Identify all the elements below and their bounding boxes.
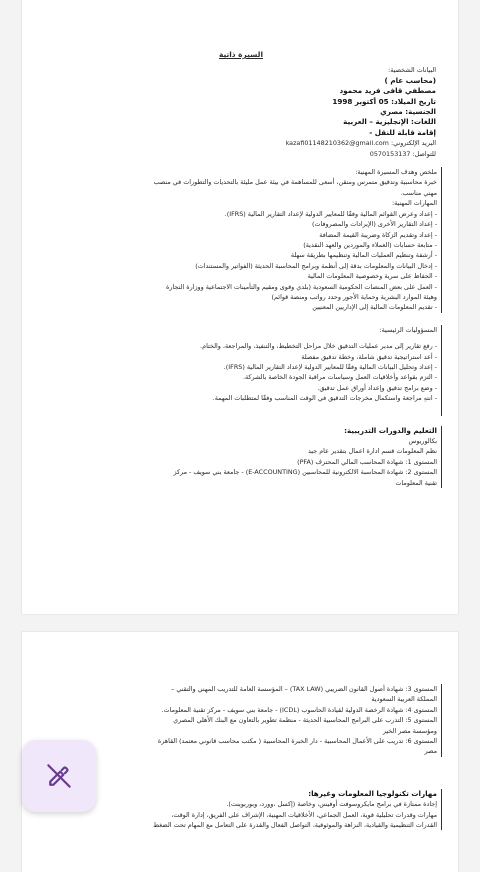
- list-item: - إعداد وعرض القوائم المالية وفقًا للمعايير الدولية لإعداد التقارير المالية (IFRS).: [224, 209, 437, 218]
- responsibilities-heading: المسؤوليات الرئيسية:: [379, 325, 437, 334]
- it-skills-section: [46, 789, 442, 831]
- list-item: - متابعة حسابات (العملاء والموردين والعهد النقدية): [303, 240, 437, 249]
- list-item: - انتهِ مراجعة واستكمال مخرجات التدقيق في الوقت المناسب وفقًا لمتطلبات المهمة.: [212, 394, 437, 403]
- document-page-1: [22, 0, 458, 614]
- list-item: - وضع برامج تدقيق وإعداد أوراق عمل تدقيق.: [317, 383, 437, 392]
- personal-heading: البيانات الشخصية:: [388, 66, 436, 75]
- list-item: - أرشفة وتنظيم العمليات المالية وتنظيمها بطريقة سهلة: [290, 251, 437, 260]
- responsibilities-section: [46, 325, 442, 416]
- list-item: - إعداد وتقديم الزكاة وضريبة القيمة المضافة: [319, 230, 437, 239]
- course-level-5: المستوى 5: التدرب على البرامج المحاسبية الحديثة - منظمة تطوير بالتعاون مع البنك الأهلي المصري: [173, 716, 437, 725]
- course-level-2-cont: تقنية المعلومات: [395, 478, 437, 487]
- edit-fab-button[interactable]: [22, 740, 96, 812]
- list-item: - تقديم المعلومات المالية إلى الإداريين المعنيين: [312, 303, 437, 312]
- education-heading: التعليم والدورات التدريبية:: [344, 425, 437, 435]
- list-item: - أعد استراتيجية تدقيق شاملة، وخطة تدقيق مفصلة: [301, 352, 437, 361]
- degree-major: نظم المعلومات قسم ادارة اعمال بتقدير عام جيد: [307, 447, 437, 456]
- list-item: - العمل على بعض المنصات الحكومية السعودية (بلدي وقوى ومقيم والتأمينات الاجتماعية ووزارة التجارة: [166, 282, 437, 291]
- list-item: - التزم بقواعد وأخلاقيات العمل وسياسات مراقبة الجودة الخاصة بالشركة.: [242, 373, 437, 382]
- course-level-3-cont: المملكة العربية السعودية: [371, 695, 437, 704]
- course-level-2: المستوى 2: شهادة المحاسبة الالكترونية للمحاسبين (E-ACCOUNTING) - جامعة بني سويف - مركز: [173, 468, 437, 477]
- residence: إقامة قابلة للنقل -: [369, 127, 436, 137]
- list-item: مهارات وقدرات تحليلية قوية، العمل الجماعي، الأخلاقيات المهنية، الإشراف على الفريق، إدارة الوقت،: [171, 810, 437, 819]
- birth-date: تاريخ الميلاد: 05 أكتوبر 1998: [332, 96, 436, 106]
- page-2-content: [46, 684, 436, 830]
- course-level-1: المستوى 1: شهادة المحاسب المالي المحترف (PFA): [297, 457, 437, 466]
- languages: اللغات: الإنجليزية – العربية: [343, 117, 436, 127]
- list-item: - إدخال البيانات والمعلومات بدقة إلى أنظمة وبرامج المحاسبة الحديثة (الفواتير والمستندات): [195, 261, 437, 270]
- summary-text-1: خبرة محاسبية وتدقيق متمرس ومتقن، أسعى للمساهمة في بيئة عمل مليئة بالتحديات والتطورات في منصب: [153, 178, 437, 187]
- list-item: - رفع تقارير إلى مدير عمليات التدقيق خلال مراحل التخطيط، والتنفيذ، والمراجعة، والختام.: [200, 342, 437, 351]
- phone-line: للتواصل: 0570153137: [369, 149, 436, 158]
- courses-continued-section: [46, 684, 442, 757]
- education-section: [46, 426, 442, 488]
- summary-skills-section: [46, 167, 442, 313]
- personal-data-section: [46, 65, 436, 159]
- it-skills-heading: مهارات تكنولوجيا المعلومات وغيرها:: [308, 788, 437, 798]
- summary-heading: ملخص وهدف المسيرة المهنية:: [355, 168, 437, 177]
- full-name: مصطفي قافى فريد محمود: [339, 86, 436, 96]
- email-line: البريد الإلكتروني: kazafi01148210362@gmail.com: [285, 139, 436, 148]
- course-level-3: المستوى 3: شهادة أصول القانون الضريبي (TAX LAW) – المؤسسة العامة للتدريب المهني والتقني –: [171, 685, 437, 693]
- list-item: إجادة ممتازة في برامج مايكروسوفت أوفيس، وخاصة (إكسل ،وورد، وبوربوينت).: [226, 800, 437, 809]
- course-level-5-cont: ومؤسسة مصر الخير: [382, 726, 437, 735]
- list-item: وهيئة الموارد البشرية وحماية الأجور وحدد رواتب ومنصة قوائم): [271, 292, 437, 301]
- nationality: الجنسية: مصري: [380, 107, 436, 117]
- job-title: (محاسب عام ): [384, 75, 436, 85]
- course-level-6: المستوى 6: تدريب على الأعمال المحاسبية - دار الخبرة المحاسبية ( مكتب محاسب قانوني معتمد) القاهرة: [157, 737, 437, 746]
- skills-heading: المهارات المهنية:: [391, 199, 437, 208]
- list-item: القدرات التنظيمية والقيادية، النزاهة والموثوقية، التواصل الفعال والقدرة على التعامل مع المهام تحت الضغط: [153, 821, 437, 830]
- edit-off-icon: [44, 761, 74, 791]
- page-1-content: [46, 50, 436, 488]
- course-level-4: المستوى 4: شهادة الرخصة الدولية لقيادة الحاسوب (ICDL) - جامعة بني سويف - مركز تقنية المعلومات.: [161, 705, 437, 714]
- list-item: - الحفاظ على سرية وخصوصية المعلومات المالية: [307, 272, 437, 281]
- document-title: السيرة ذاتية: [219, 50, 263, 59]
- list-item: - إعداد وتحليل البيانات المالية وفقًا للمعايير الدولية لإعداد التقارير المالية (IFRS).: [223, 362, 437, 371]
- degree: بكالوريوس: [408, 437, 437, 445]
- course-level-6-cont: مصر: [424, 747, 437, 756]
- summary-text-2: مهني مناسب.: [400, 188, 437, 197]
- list-item: - إعداد التقارير الأخرى (الإيرادات والمصروفات): [312, 220, 437, 229]
